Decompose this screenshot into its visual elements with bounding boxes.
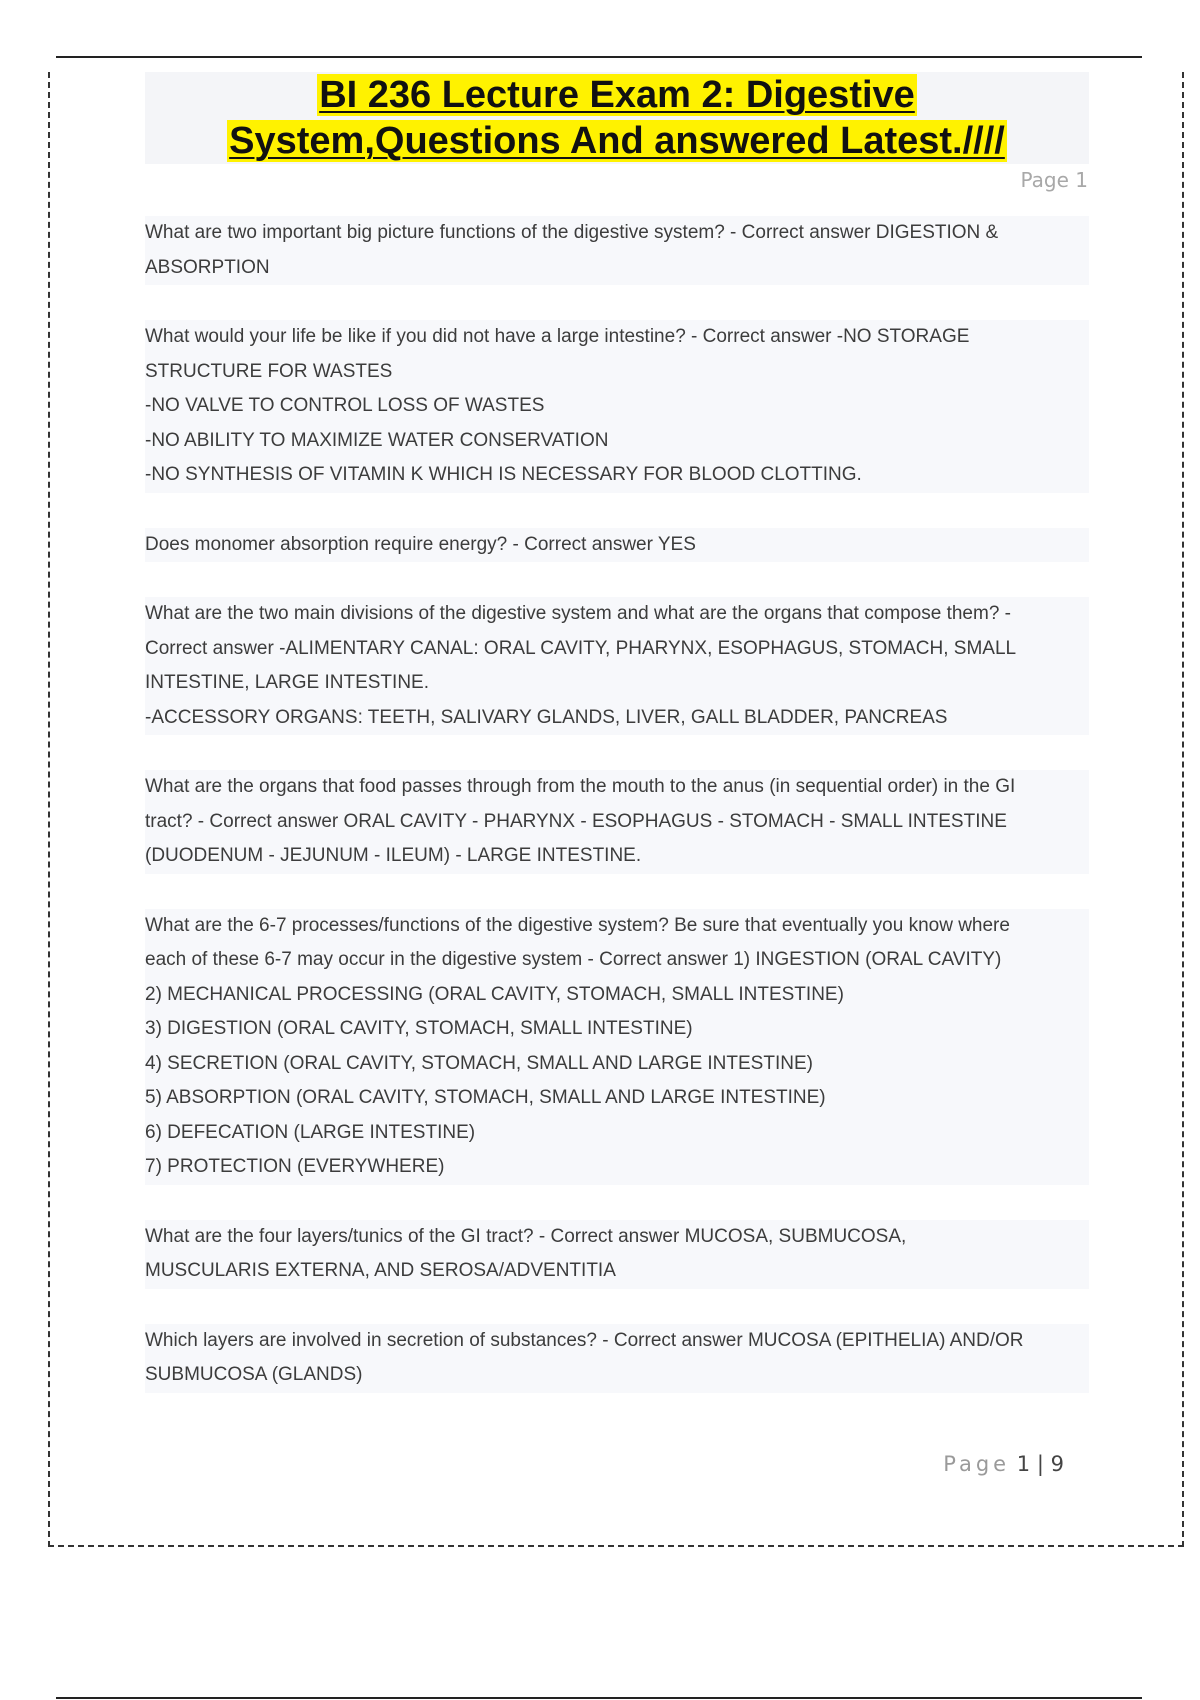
footer-page-number (943, 1452, 1064, 1476)
qa-line: MUSCULARIS EXTERNA, AND SEROSA/ADVENTITIA (145, 1260, 616, 1281)
qa-line: -NO SYNTHESIS OF VITAMIN K WHICH IS NECESSARY FOR BLOOD CLOTTING. (145, 464, 862, 485)
qa-line: tract? - Correct answer ORAL CAVITY - PHARYNX - ESOPHAGUS - STOMACH - SMALL INTESTINE (145, 810, 1007, 832)
qa-line: 5) ABSORPTION (ORAL CAVITY, STOMACH, SMALL AND LARGE INTESTINE) (145, 1087, 826, 1108)
qa-list (145, 216, 1089, 1428)
qa-item (145, 597, 1089, 735)
qa-item (145, 1220, 1089, 1289)
qa-item (145, 320, 1089, 493)
document-title (145, 72, 1089, 164)
qa-line: INTESTINE, LARGE INTESTINE. (145, 672, 429, 693)
qa-line: 4) SECRETION (ORAL CAVITY, STOMACH, SMALL AND LARGE INTESTINE) (145, 1052, 813, 1074)
header-page-number: Page 1 (1020, 168, 1088, 192)
footer-page-word: Page (943, 1452, 1011, 1476)
footer-separator: | (1036, 1452, 1044, 1476)
qa-item (145, 528, 1089, 563)
qa-line: 7) PROTECTION (EVERYWHERE) (145, 1156, 445, 1177)
qa-line: What are the 6-7 processes/functions of the digestive system? Be sure that eventually you know where (145, 914, 1010, 936)
qa-line: 2) MECHANICAL PROCESSING (ORAL CAVITY, STOMACH, SMALL INTESTINE) (145, 983, 844, 1005)
qa-line: What are the two main divisions of the digestive system and what are the organs that compose them? - (145, 603, 1011, 624)
footer-current-page: 1 (1016, 1452, 1031, 1476)
qa-item (145, 770, 1089, 874)
footer-total-pages: 9 (1050, 1452, 1064, 1476)
bottom-rule (56, 1697, 1142, 1699)
qa-line: 3) DIGESTION (ORAL CAVITY, STOMACH, SMALL INTESTINE) (145, 1018, 693, 1039)
qa-line: -NO VALVE TO CONTROL LOSS OF WASTES (145, 395, 545, 416)
document-title-line-1: BI 236 Lecture Exam 2: Digestive (319, 74, 915, 116)
qa-line: Which layers are involved in secretion of substances? - Correct answer MUCOSA (EPITHELIA) AND/OR (145, 1329, 1024, 1351)
top-rule (56, 56, 1142, 58)
qa-line: SUBMUCOSA (GLANDS) (145, 1364, 363, 1385)
qa-line: What would your life be like if you did not have a large intestine? - Correct answer -NO STORAGE (145, 326, 970, 347)
qa-line: What are the four layers/tunics of the GI tract? - Correct answer MUCOSA, SUBMUCOSA, (145, 1225, 907, 1247)
qa-line: Does monomer absorption require energy? - Correct answer YES (145, 533, 696, 555)
qa-line: 6) DEFECATION (LARGE INTESTINE) (145, 1121, 476, 1143)
document-title-line-2: System,Questions And answered Latest.//// (229, 120, 1005, 162)
qa-item (145, 1324, 1089, 1393)
qa-line: Correct answer -ALIMENTARY CANAL: ORAL CAVITY, PHARYNX, ESOPHAGUS, STOMACH, SMALL (145, 637, 1017, 659)
qa-line: each of these 6-7 may occur in the digestive system - Correct answer 1) INGESTION (ORAL CAVITY) (145, 949, 1002, 970)
qa-line: -NO ABILITY TO MAXIMIZE WATER CONSERVATION (145, 429, 609, 451)
qa-line: What are the organs that food passes through from the mouth to the anus (in sequential order) in the GI (145, 776, 1016, 797)
qa-line: -ACCESSORY ORGANS: TEETH, SALIVARY GLANDS, LIVER, GALL BLADDER, PANCREAS (145, 706, 948, 728)
qa-line: STRUCTURE FOR WASTES (145, 360, 393, 382)
qa-line: ABSORPTION (145, 256, 270, 278)
qa-item (145, 909, 1089, 1185)
qa-line: (DUODENUM - JEJUNUM - ILEUM) - LARGE INTESTINE. (145, 845, 642, 866)
qa-line: What are two important big picture functions of the digestive system? - Correct answer DIGESTION & (145, 222, 999, 243)
qa-item (145, 216, 1089, 285)
